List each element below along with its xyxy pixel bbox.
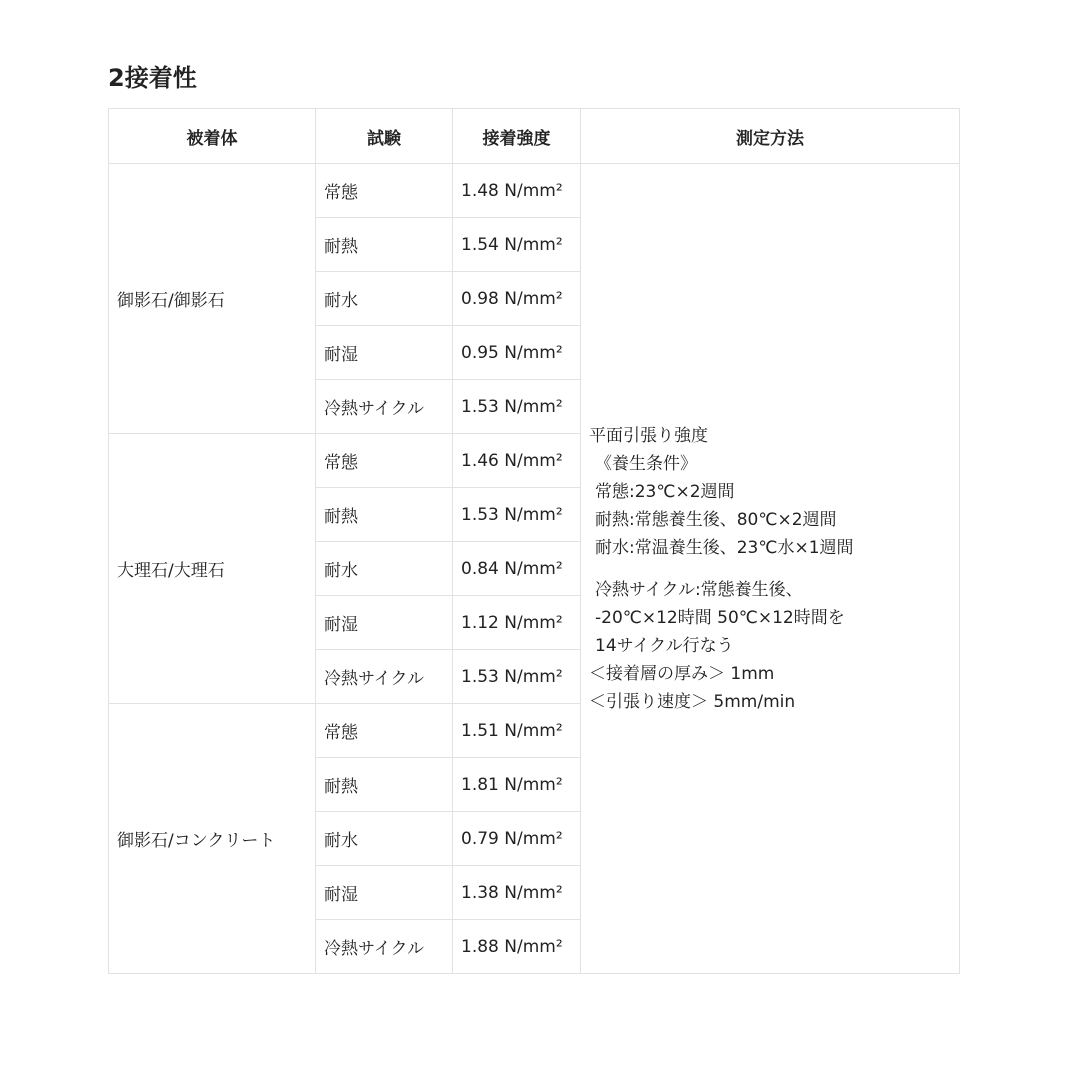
method-line: 常態:23℃×2週間 <box>595 481 735 502</box>
strength-cell: 1.53 N/mm² <box>453 650 581 704</box>
strength-cell: 0.84 N/mm² <box>453 542 581 596</box>
section-title: 2接着性 <box>108 64 197 92</box>
table-header-row <box>109 109 960 164</box>
strength-cell: 1.53 N/mm² <box>453 488 581 542</box>
adhesion-table <box>108 108 960 974</box>
substrate-cell: 御影石/御影石 <box>109 164 316 434</box>
header-substrate: 被着体 <box>109 109 316 164</box>
test-cell: 冷熱サイクル <box>316 920 453 974</box>
test-cell: 耐水 <box>316 272 453 326</box>
strength-cell: 1.54 N/mm² <box>453 218 581 272</box>
strength-cell: 0.79 N/mm² <box>453 812 581 866</box>
strength-cell: 1.38 N/mm² <box>453 866 581 920</box>
method-cell <box>581 164 960 974</box>
test-cell: 耐水 <box>316 812 453 866</box>
method-line: 耐水:常温養生後、23℃水×1週間 <box>595 537 854 558</box>
method-line: 14サイクル行なう <box>595 635 734 656</box>
method-line: 平面引張り強度 <box>589 425 708 446</box>
substrate-cell: 御影石/コンクリート <box>109 704 316 974</box>
strength-cell: 1.88 N/mm² <box>453 920 581 974</box>
test-cell: 耐湿 <box>316 866 453 920</box>
header-strength: 接着強度 <box>453 109 581 164</box>
strength-cell: 1.48 N/mm² <box>453 164 581 218</box>
table-row <box>109 164 960 218</box>
strength-cell: 1.46 N/mm² <box>453 434 581 488</box>
strength-cell: 1.51 N/mm² <box>453 704 581 758</box>
test-cell: 耐湿 <box>316 326 453 380</box>
test-cell: 耐熱 <box>316 758 453 812</box>
strength-cell: 0.95 N/mm² <box>453 326 581 380</box>
method-line: 耐熱:常態養生後、80℃×2週間 <box>595 509 837 530</box>
test-cell: 耐湿 <box>316 596 453 650</box>
header-test: 試験 <box>316 109 453 164</box>
header-method: 測定方法 <box>581 109 960 164</box>
strength-cell: 0.98 N/mm² <box>453 272 581 326</box>
test-cell: 耐熱 <box>316 488 453 542</box>
test-cell: 冷熱サイクル <box>316 650 453 704</box>
method-line: 《養生条件》 <box>595 453 697 474</box>
strength-cell: 1.12 N/mm² <box>453 596 581 650</box>
strength-cell: 1.81 N/mm² <box>453 758 581 812</box>
method-line: 冷熱サイクル:常態養生後、 <box>595 579 803 600</box>
method-spacer <box>589 562 951 576</box>
test-cell: 耐水 <box>316 542 453 596</box>
strength-cell: 1.53 N/mm² <box>453 380 581 434</box>
method-line: -20℃×12時間 50℃×12時間を <box>595 607 845 628</box>
test-cell: 耐熱 <box>316 218 453 272</box>
method-line: ＜接着層の厚み＞ 1mm <box>589 663 775 684</box>
test-cell: 常態 <box>316 164 453 218</box>
test-cell: 冷熱サイクル <box>316 380 453 434</box>
test-cell: 常態 <box>316 434 453 488</box>
test-cell: 常態 <box>316 704 453 758</box>
method-line: ＜引張り速度＞ 5mm/min <box>589 691 796 712</box>
substrate-cell: 大理石/大理石 <box>109 434 316 704</box>
